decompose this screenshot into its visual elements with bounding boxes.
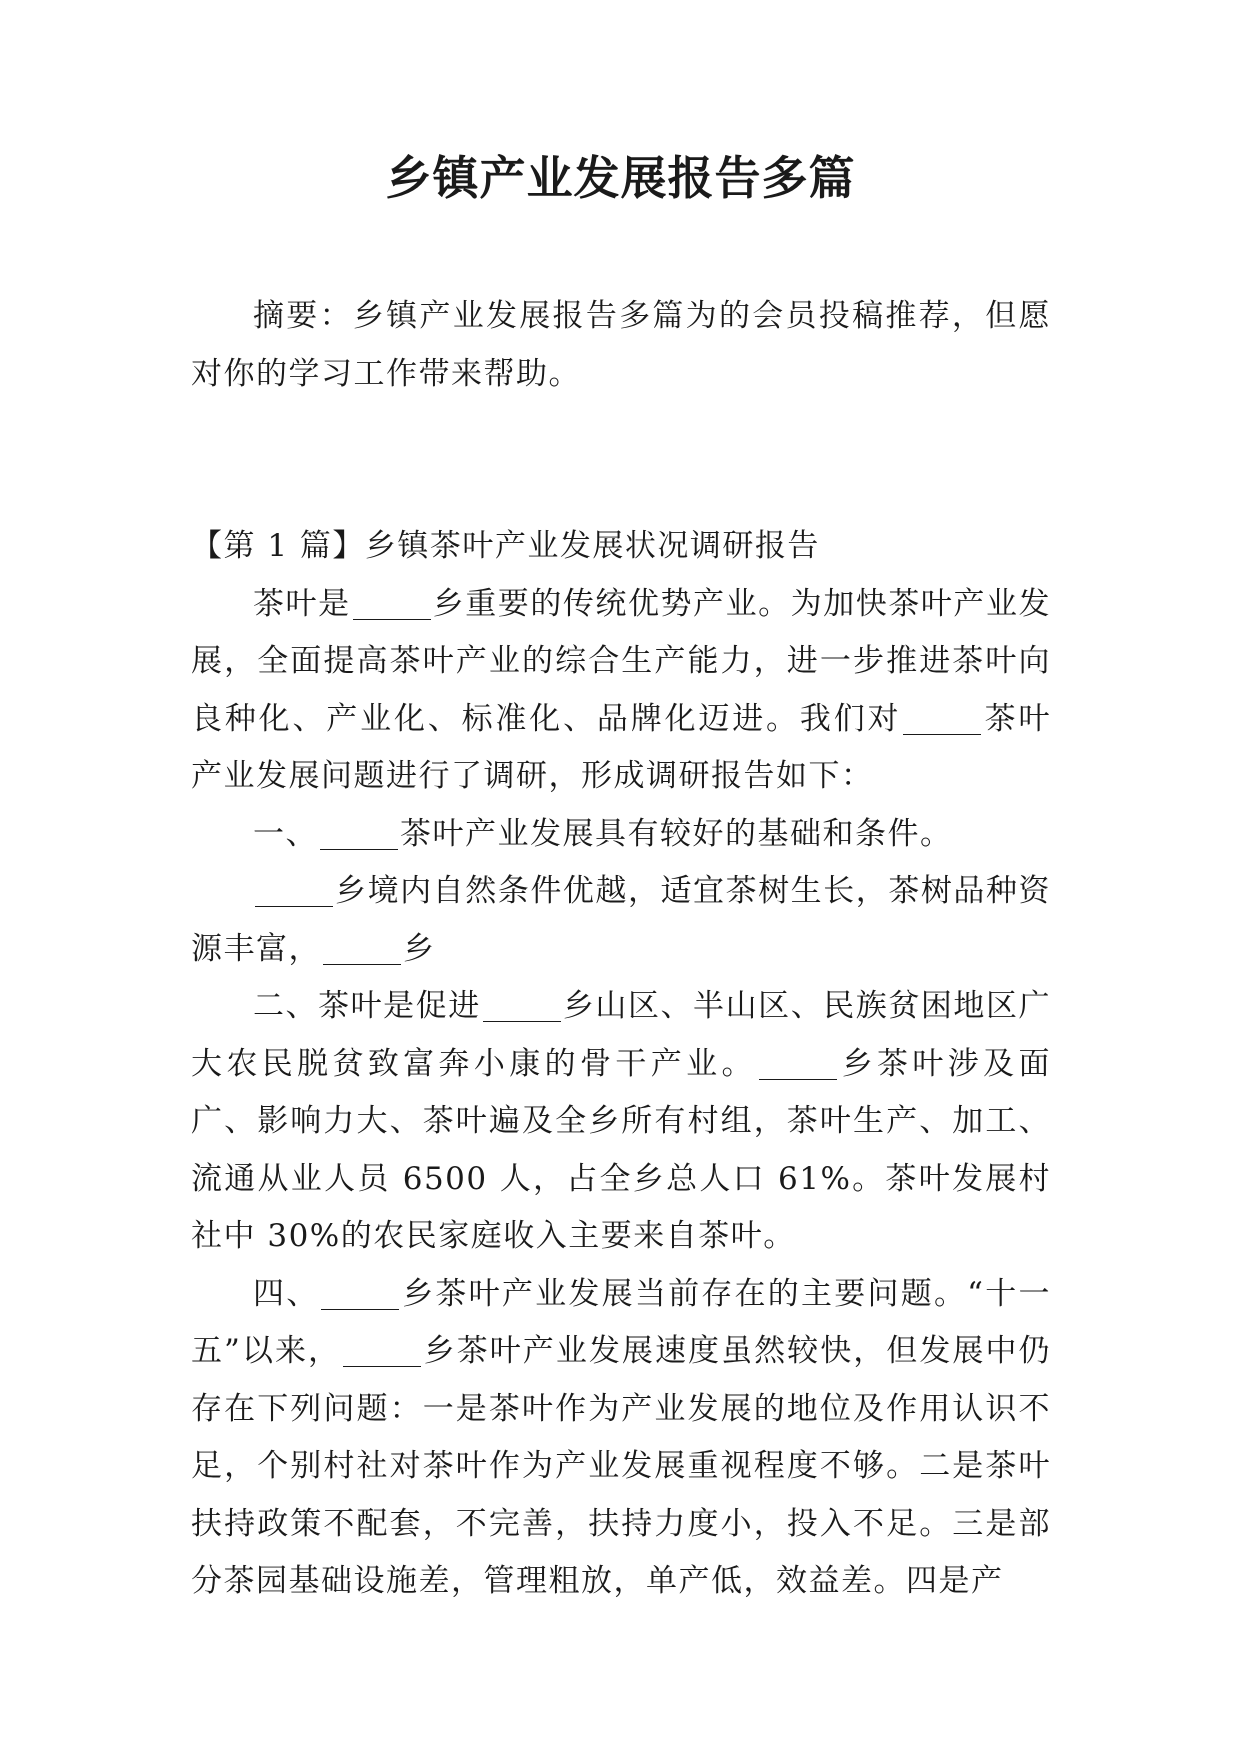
paragraph-1-text-a: 茶叶是 [253,585,351,622]
paragraph-4-text-c: 乡茶叶涉及面广、影响力大、茶叶遍及全乡所有村组，茶叶生产、加工、流通从业人员 6500 人，占全乡总人口 61%。茶叶发展村社中 30%的农民家庭收入主要来自茶叶。 [191,1045,1052,1254]
paragraph-5-text-c: 乡茶叶产业发展速度虽然较快，但发展中仍存在下列问题：一是茶叶作为产业发展的地位及作用认识不足，个别村社对茶叶作为产业发展重视程度不够。二是茶叶扶持政策不配套，不完善，扶持力度小，投入不足。三是部分茶园基础设施差，管理粗放，单产低，效益差。四是产 [191,1333,1051,1599]
paragraph-3 [191,863,1051,978]
blank-underline [343,1332,421,1367]
paragraph-2-text-a: 一、 [253,815,318,852]
paragraph-2 [191,806,1051,864]
paragraph-1 [191,576,1051,806]
blank-underline [353,584,431,619]
paragraph-2-text-b: 茶叶产业发展具有较好的基础和条件。 [400,815,953,852]
paragraph-1-text-c: 茶叶产业发展问题进行了调研，形成调研报告如下： [191,700,1052,794]
blank-underline [759,1044,837,1079]
paragraph-5-text-b: 乡茶叶产业发展当前存在的主要问题。“十一五”以来， [191,1275,1051,1369]
blank-underline [320,814,398,849]
blank-underline [255,872,333,907]
abstract-paragraph: 摘要：乡镇产业发展报告多篇为的会员投稿推荐，但愿对你的学习工作带来帮助。 [191,298,1051,392]
blank-underline [483,987,561,1022]
blank-underline [323,929,401,964]
paragraph-5-text-a: 四、 [253,1275,320,1312]
paragraph-4 [191,978,1051,1266]
paragraph-3-text-b: 乡 [403,930,436,967]
paragraph-4-text-a: 二、茶叶是促进 [253,988,481,1024]
paragraph-5 [191,1266,1051,1611]
blank-underline [903,699,981,734]
paragraph-1-text-b: 乡重要的传统优势产业。为加快茶叶产业发展，全面提高茶叶产业的综合生产能力，进一步推进茶叶向良种化、产业化、标准化、品牌化迈进。我们对 [191,585,1052,737]
paragraph-4-text-b: 乡山区、半山区、民族贫困地区广大农民脱贫致富奔小康的骨干产业。 [191,988,1052,1082]
document-title: 乡镇产业发展报告多篇 [385,151,856,205]
document-body [191,288,1051,1611]
blank-underline [321,1274,399,1309]
section-heading: 【第 1 篇】乡镇茶叶产业发展状况调研报告 [191,528,820,564]
paragraph-3-text-a: 乡境内自然条件优越，适宜茶树生长，茶树品种资源丰富， [191,873,1051,967]
